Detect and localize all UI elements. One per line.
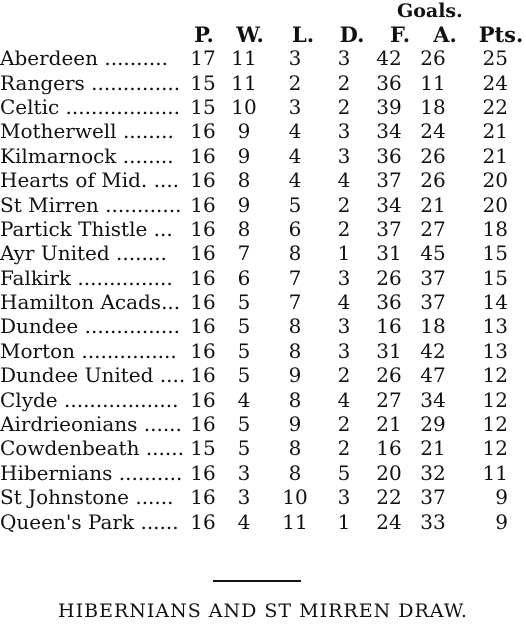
played-cell: 16 xyxy=(190,509,216,534)
table-row xyxy=(0,461,508,485)
points-cell: 15 xyxy=(482,241,508,266)
drawn-cell: 3 xyxy=(337,143,351,168)
lost-cell: 5 xyxy=(288,192,302,217)
lost-cell: 7 xyxy=(288,265,302,290)
goals-against-cell: 26 xyxy=(420,168,446,193)
points-cell: 15 xyxy=(482,265,508,290)
table-row xyxy=(0,168,508,192)
played-cell: 16 xyxy=(190,485,216,510)
lost-cell: 9 xyxy=(288,412,302,437)
drawn-cell: 2 xyxy=(337,412,351,437)
goals-for-cell: 36 xyxy=(376,70,402,95)
drawn-cell: 3 xyxy=(337,338,351,363)
points-cell: 18 xyxy=(482,216,508,241)
goals-against-cell: 21 xyxy=(420,436,446,461)
played-cell: 16 xyxy=(190,216,216,241)
goals-for-cell: 26 xyxy=(376,265,402,290)
goals-against-cell: 37 xyxy=(420,485,446,510)
played-cell: 17 xyxy=(190,46,216,71)
table-row xyxy=(0,192,508,216)
table-row xyxy=(0,387,508,411)
team-name-cell: Hibernians .......... xyxy=(0,460,183,485)
table-row xyxy=(0,314,508,338)
goals-against-cell: 27 xyxy=(420,216,446,241)
team-name-cell: Falkirk ............... xyxy=(0,265,173,290)
drawn-cell: 1 xyxy=(337,509,351,534)
won-cell: 8 xyxy=(237,216,251,241)
played-cell: 16 xyxy=(190,119,216,144)
goals-for-cell: 36 xyxy=(376,290,402,315)
played-cell: 16 xyxy=(190,241,216,266)
won-cell: 11 xyxy=(231,70,257,95)
table-row xyxy=(0,217,508,241)
table-row xyxy=(0,46,508,70)
drawn-cell: 2 xyxy=(337,363,351,388)
goals-against-cell: 18 xyxy=(420,94,446,119)
goals-against-cell: 26 xyxy=(420,46,446,71)
goals-for-cell: 27 xyxy=(376,387,402,412)
lost-cell: 7 xyxy=(288,290,302,315)
goals-against-cell: 11 xyxy=(420,70,446,95)
won-cell: 4 xyxy=(237,509,251,534)
won-cell: 3 xyxy=(237,485,251,510)
won-cell: 5 xyxy=(237,290,251,315)
goals-for-cell: 20 xyxy=(376,460,402,485)
header-played: P. xyxy=(194,22,214,47)
table-row xyxy=(0,436,508,460)
played-cell: 15 xyxy=(190,436,216,461)
goals-against-cell: 33 xyxy=(420,509,446,534)
played-cell: 16 xyxy=(190,290,216,315)
lost-cell: 8 xyxy=(288,460,302,485)
points-cell: 12 xyxy=(482,436,508,461)
lost-cell: 4 xyxy=(288,168,302,193)
played-cell: 16 xyxy=(190,412,216,437)
team-name-cell: Cowdenbeath ...... xyxy=(0,436,184,461)
points-cell: 11 xyxy=(482,460,508,485)
goals-against-cell: 21 xyxy=(420,192,446,217)
goals-against-cell: 29 xyxy=(420,412,446,437)
goals-against-cell: 45 xyxy=(420,241,446,266)
played-cell: 16 xyxy=(190,338,216,363)
team-name-cell: St Johnstone ...... xyxy=(0,485,174,510)
points-cell: 24 xyxy=(482,70,508,95)
goals-against-cell: 42 xyxy=(420,338,446,363)
played-cell: 16 xyxy=(190,363,216,388)
goals-for-cell: 34 xyxy=(376,192,402,217)
won-cell: 7 xyxy=(237,241,251,266)
goals-for-cell: 31 xyxy=(376,338,402,363)
points-cell: 12 xyxy=(482,363,508,388)
goals-for-cell: 24 xyxy=(376,509,402,534)
goals-for-cell: 22 xyxy=(376,485,402,510)
team-name-cell: Queen's Park ...... xyxy=(0,509,179,534)
lost-cell: 8 xyxy=(288,387,302,412)
league-table-body xyxy=(0,46,508,534)
goals-for-cell: 31 xyxy=(376,241,402,266)
won-cell: 9 xyxy=(237,143,251,168)
team-name-cell: Kilmarnock ........ xyxy=(0,143,174,168)
goals-for-cell: 16 xyxy=(376,314,402,339)
team-name-cell: Hearts of Mid. .... xyxy=(0,168,180,193)
table-row xyxy=(0,485,508,509)
table-row xyxy=(0,412,508,436)
won-cell: 6 xyxy=(237,265,251,290)
article-headline: HIBERNIANS AND ST MIRREN DRAW. xyxy=(58,600,468,622)
played-cell: 16 xyxy=(190,143,216,168)
team-name-cell: Aberdeen .......... xyxy=(0,46,168,71)
goals-for-cell: 16 xyxy=(376,436,402,461)
lost-cell: 4 xyxy=(288,143,302,168)
goals-for-cell: 21 xyxy=(376,412,402,437)
points-cell: 22 xyxy=(482,94,508,119)
header-lost: L. xyxy=(291,22,315,47)
table-row xyxy=(0,363,508,387)
table-row xyxy=(0,266,508,290)
drawn-cell: 4 xyxy=(337,290,351,315)
lost-cell: 8 xyxy=(288,338,302,363)
lost-cell: 8 xyxy=(288,241,302,266)
drawn-cell: 3 xyxy=(337,485,351,510)
points-cell: 12 xyxy=(482,387,508,412)
lost-cell: 6 xyxy=(288,216,302,241)
drawn-cell: 3 xyxy=(337,119,351,144)
team-name-cell: Clyde .................. xyxy=(0,387,179,412)
drawn-cell: 4 xyxy=(337,387,351,412)
team-name-cell: Celtic .................. xyxy=(0,94,180,119)
table-row xyxy=(0,241,508,265)
points-cell: 9 xyxy=(495,509,508,534)
points-cell: 20 xyxy=(482,192,508,217)
points-cell: 13 xyxy=(482,314,508,339)
won-cell: 5 xyxy=(237,338,251,363)
header-goals-for: F. xyxy=(389,22,411,47)
drawn-cell: 2 xyxy=(337,216,351,241)
played-cell: 15 xyxy=(190,94,216,119)
goals-against-cell: 47 xyxy=(420,363,446,388)
goals-for-cell: 37 xyxy=(376,216,402,241)
drawn-cell: 2 xyxy=(337,70,351,95)
team-name-cell: Partick Thistle ... xyxy=(0,216,173,241)
played-cell: 15 xyxy=(190,70,216,95)
drawn-cell: 2 xyxy=(337,436,351,461)
section-divider xyxy=(213,580,301,582)
played-cell: 16 xyxy=(190,192,216,217)
column-headers xyxy=(0,22,526,46)
won-cell: 11 xyxy=(231,46,257,71)
won-cell: 5 xyxy=(237,412,251,437)
goals-for-cell: 36 xyxy=(376,143,402,168)
table-row xyxy=(0,339,508,363)
goals-for-cell: 26 xyxy=(376,363,402,388)
played-cell: 16 xyxy=(190,265,216,290)
lost-cell: 8 xyxy=(288,314,302,339)
points-cell: 14 xyxy=(482,290,508,315)
won-cell: 3 xyxy=(237,460,251,485)
goals-against-cell: 18 xyxy=(420,314,446,339)
table-row xyxy=(0,144,508,168)
goals-group-header: Goals. xyxy=(397,0,463,22)
drawn-cell: 3 xyxy=(337,314,351,339)
points-cell: 21 xyxy=(482,143,508,168)
table-row xyxy=(0,70,508,94)
team-name-cell: Ayr United ........ xyxy=(0,241,167,266)
team-name-cell: Motherwell ........ xyxy=(0,119,174,144)
goals-against-cell: 37 xyxy=(420,265,446,290)
points-cell: 25 xyxy=(482,46,508,71)
header-won: W. xyxy=(236,22,264,47)
goals-against-cell: 32 xyxy=(420,460,446,485)
goals-for-cell: 34 xyxy=(376,119,402,144)
won-cell: 9 xyxy=(237,119,251,144)
team-name-cell: Hamilton Acads... xyxy=(0,290,181,315)
points-cell: 12 xyxy=(482,412,508,437)
lost-cell: 4 xyxy=(288,119,302,144)
points-cell: 21 xyxy=(482,119,508,144)
table-row xyxy=(0,95,508,119)
team-name-cell: St Mirren ............ xyxy=(0,192,182,217)
won-cell: 10 xyxy=(231,94,257,119)
lost-cell: 3 xyxy=(288,46,302,71)
lost-cell: 8 xyxy=(288,436,302,461)
table-row xyxy=(0,119,508,143)
drawn-cell: 4 xyxy=(337,168,351,193)
won-cell: 4 xyxy=(237,387,251,412)
table-row xyxy=(0,509,508,533)
won-cell: 9 xyxy=(237,192,251,217)
lost-cell: 10 xyxy=(282,485,308,510)
drawn-cell: 2 xyxy=(337,192,351,217)
header-points: Pts. xyxy=(478,22,524,47)
lost-cell: 2 xyxy=(288,70,302,95)
drawn-cell: 3 xyxy=(337,265,351,290)
goals-against-cell: 26 xyxy=(420,143,446,168)
won-cell: 5 xyxy=(237,363,251,388)
drawn-cell: 5 xyxy=(337,460,351,485)
table-row xyxy=(0,290,508,314)
drawn-cell: 3 xyxy=(337,46,351,71)
lost-cell: 11 xyxy=(282,509,308,534)
drawn-cell: 1 xyxy=(337,241,351,266)
played-cell: 16 xyxy=(190,387,216,412)
points-cell: 9 xyxy=(495,485,508,510)
points-cell: 20 xyxy=(482,168,508,193)
header-goals-against: A. xyxy=(433,22,457,47)
played-cell: 16 xyxy=(190,314,216,339)
goals-for-cell: 42 xyxy=(376,46,402,71)
lost-cell: 9 xyxy=(288,363,302,388)
lost-cell: 3 xyxy=(288,94,302,119)
team-name-cell: Dundee United .... xyxy=(0,363,186,388)
goals-against-cell: 34 xyxy=(420,387,446,412)
goals-against-cell: 37 xyxy=(420,290,446,315)
goals-against-cell: 24 xyxy=(420,119,446,144)
team-name-cell: Morton ............... xyxy=(0,338,177,363)
won-cell: 5 xyxy=(237,314,251,339)
won-cell: 5 xyxy=(237,436,251,461)
team-name-cell: Dundee ............... xyxy=(0,314,180,339)
goals-for-cell: 39 xyxy=(376,94,402,119)
won-cell: 8 xyxy=(237,168,251,193)
goals-for-cell: 37 xyxy=(376,168,402,193)
points-cell: 13 xyxy=(482,338,508,363)
team-name-cell: Rangers .............. xyxy=(0,70,181,95)
played-cell: 16 xyxy=(190,168,216,193)
team-name-cell: Airdrieonians ...... xyxy=(0,412,182,437)
league-table xyxy=(0,46,508,534)
drawn-cell: 2 xyxy=(337,94,351,119)
header-drawn: D. xyxy=(339,22,365,47)
played-cell: 16 xyxy=(190,460,216,485)
